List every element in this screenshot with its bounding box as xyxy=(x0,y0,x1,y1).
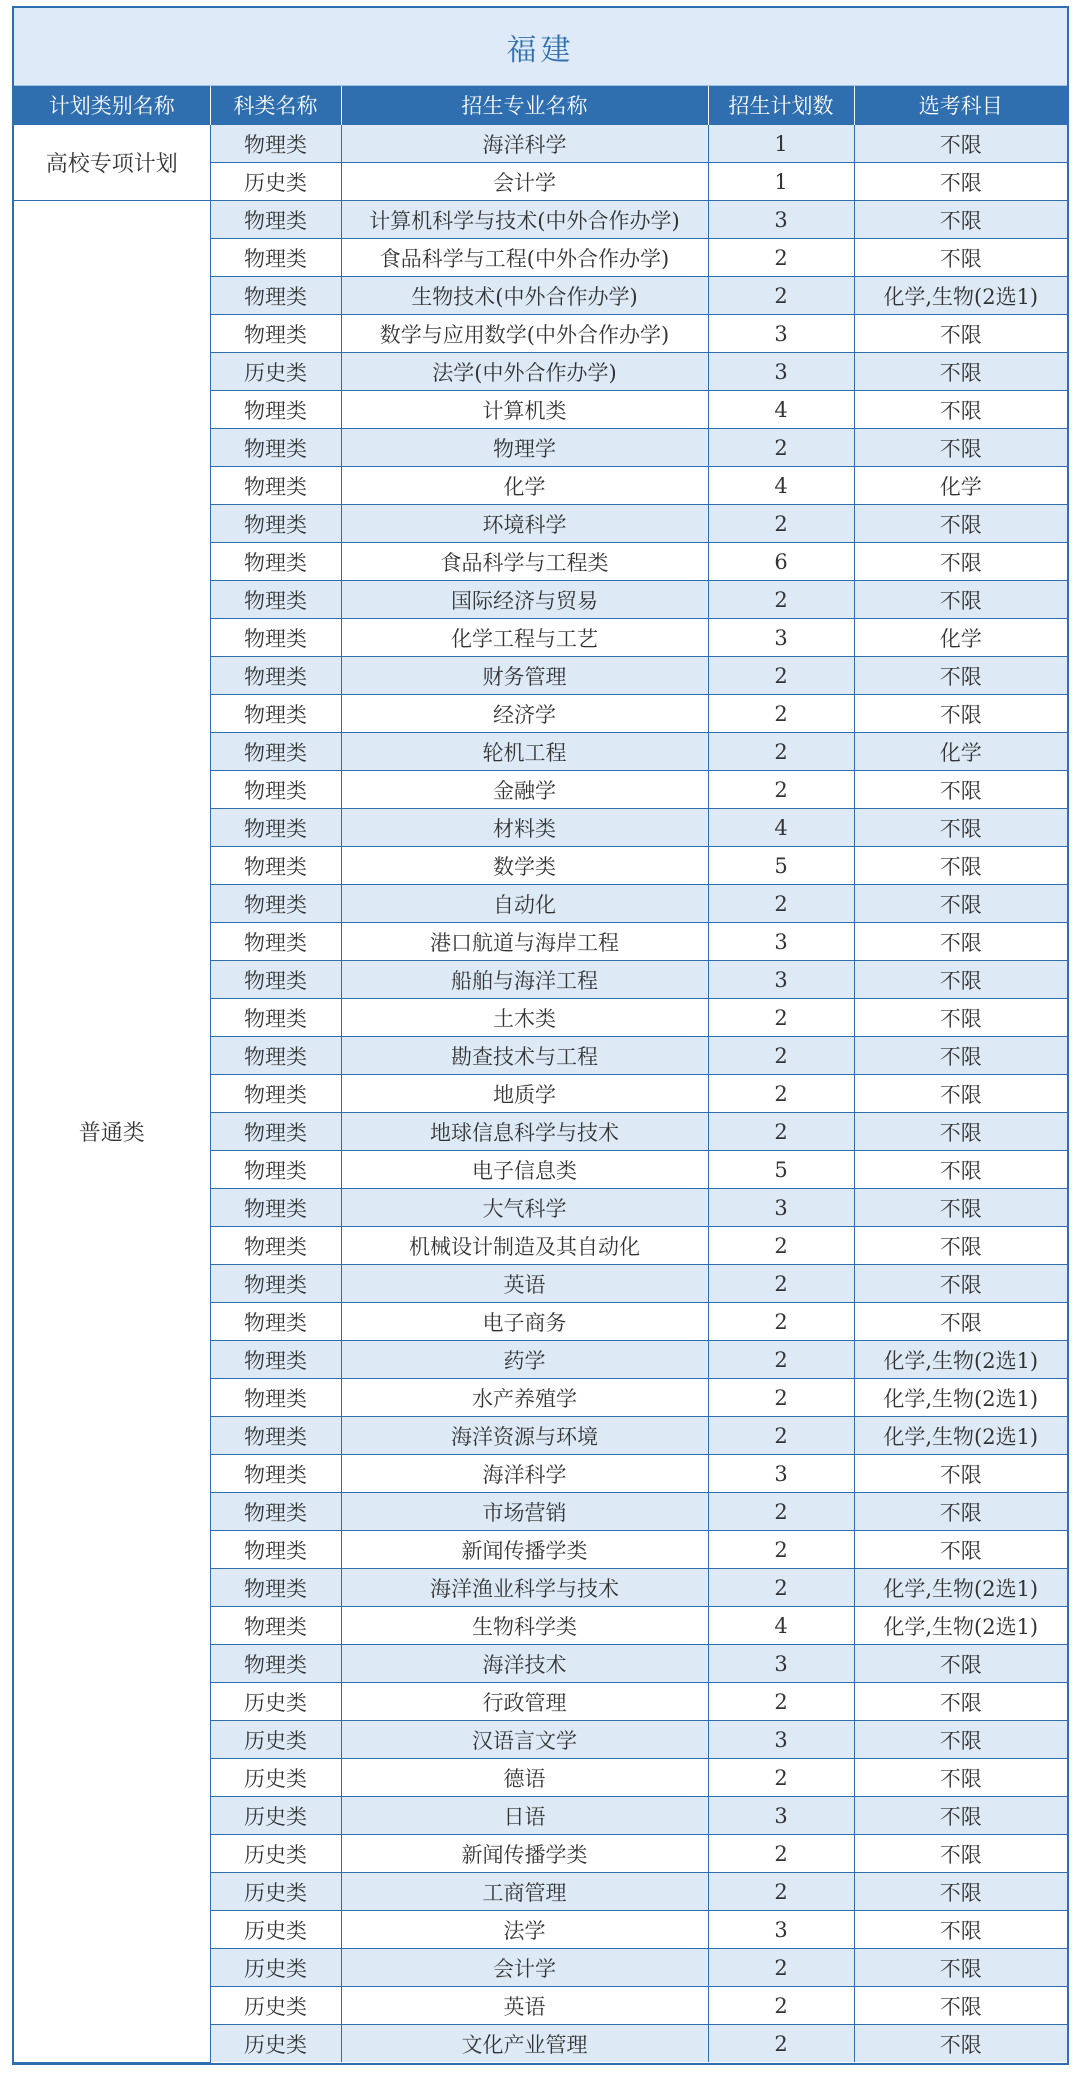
required-subjects-cell: 不限 xyxy=(854,1037,1067,1075)
major-name-cell: 轮机工程 xyxy=(341,733,708,771)
major-name-cell: 新闻传播学类 xyxy=(341,1835,708,1873)
table-title-bar xyxy=(14,8,1067,86)
subject-track-cell: 物理类 xyxy=(210,1455,341,1493)
required-subjects-cell: 不限 xyxy=(854,771,1067,809)
major-name-cell: 汉语言文学 xyxy=(341,1721,708,1759)
plan-count-cell: 2 xyxy=(708,1987,854,2025)
plan-count-cell: 6 xyxy=(708,543,854,581)
plan-count-cell: 2 xyxy=(708,1113,854,1151)
plan-count-cell: 2 xyxy=(708,277,854,315)
plan-count-cell: 3 xyxy=(708,1721,854,1759)
header-plan-category: 计划类别名称 xyxy=(14,86,210,125)
major-name-cell: 地质学 xyxy=(341,1075,708,1113)
plan-count-cell: 3 xyxy=(708,353,854,391)
subject-track-cell: 物理类 xyxy=(210,885,341,923)
major-name-cell: 勘查技术与工程 xyxy=(341,1037,708,1075)
major-name-cell: 国际经济与贸易 xyxy=(341,581,708,619)
plan-count-cell: 2 xyxy=(708,695,854,733)
subject-track-cell: 物理类 xyxy=(210,239,341,277)
subject-track-cell: 物理类 xyxy=(210,1113,341,1151)
plan-count-cell: 2 xyxy=(708,2025,854,2063)
required-subjects-cell: 不限 xyxy=(854,1987,1067,2025)
plan-count-cell: 2 xyxy=(708,1265,854,1303)
subject-track-cell: 历史类 xyxy=(210,1873,341,1911)
required-subjects-cell: 不限 xyxy=(854,1911,1067,1949)
subject-track-cell: 物理类 xyxy=(210,1037,341,1075)
required-subjects-cell: 化学,生物(2选1) xyxy=(854,277,1067,315)
subject-track-cell: 物理类 xyxy=(210,1151,341,1189)
admission-plan-table xyxy=(14,86,1067,2063)
subject-track-cell: 物理类 xyxy=(210,1075,341,1113)
plan-count-cell: 2 xyxy=(708,581,854,619)
required-subjects-cell: 不限 xyxy=(854,201,1067,239)
subject-track-cell: 物理类 xyxy=(210,581,341,619)
table-header-row xyxy=(14,86,1067,125)
major-name-cell: 市场营销 xyxy=(341,1493,708,1531)
subject-track-cell: 物理类 xyxy=(210,961,341,999)
subject-track-cell: 历史类 xyxy=(210,1759,341,1797)
major-name-cell: 机械设计制造及其自动化 xyxy=(341,1227,708,1265)
required-subjects-cell: 化学,生物(2选1) xyxy=(854,1417,1067,1455)
plan-count-cell: 2 xyxy=(708,999,854,1037)
plan-count-cell: 2 xyxy=(708,1341,854,1379)
subject-track-cell: 物理类 xyxy=(210,1189,341,1227)
subject-track-cell: 历史类 xyxy=(210,2025,341,2063)
plan-count-cell: 1 xyxy=(708,163,854,201)
subject-track-cell: 物理类 xyxy=(210,201,341,239)
required-subjects-cell: 不限 xyxy=(854,1759,1067,1797)
major-name-cell: 海洋科学 xyxy=(341,125,708,163)
plan-count-cell: 2 xyxy=(708,1683,854,1721)
plan-count-cell: 5 xyxy=(708,847,854,885)
required-subjects-cell: 不限 xyxy=(854,695,1067,733)
subject-track-cell: 物理类 xyxy=(210,543,341,581)
required-subjects-cell: 不限 xyxy=(854,1189,1067,1227)
subject-track-cell: 物理类 xyxy=(210,923,341,961)
major-name-cell: 自动化 xyxy=(341,885,708,923)
plan-count-cell: 2 xyxy=(708,1759,854,1797)
plan-count-cell: 3 xyxy=(708,923,854,961)
plan-count-cell: 2 xyxy=(708,505,854,543)
subject-track-cell: 物理类 xyxy=(210,467,341,505)
subject-track-cell: 物理类 xyxy=(210,1341,341,1379)
required-subjects-cell: 不限 xyxy=(854,1303,1067,1341)
major-name-cell: 海洋技术 xyxy=(341,1645,708,1683)
subject-track-cell: 物理类 xyxy=(210,1417,341,1455)
required-subjects-cell: 不限 xyxy=(854,885,1067,923)
required-subjects-cell: 不限 xyxy=(854,1227,1067,1265)
major-name-cell: 物理学 xyxy=(341,429,708,467)
major-name-cell: 经济学 xyxy=(341,695,708,733)
required-subjects-cell: 不限 xyxy=(854,1949,1067,1987)
major-name-cell: 德语 xyxy=(341,1759,708,1797)
major-name-cell: 日语 xyxy=(341,1797,708,1835)
admission-plan-table-card xyxy=(12,6,1069,2065)
required-subjects-cell: 不限 xyxy=(854,1683,1067,1721)
plan-count-cell: 3 xyxy=(708,619,854,657)
subject-track-cell: 物理类 xyxy=(210,125,341,163)
subject-track-cell: 物理类 xyxy=(210,809,341,847)
plan-category-cell: 普通类 xyxy=(14,201,210,2063)
subject-track-cell: 历史类 xyxy=(210,353,341,391)
plan-count-cell: 2 xyxy=(708,429,854,467)
plan-count-cell: 3 xyxy=(708,1911,854,1949)
header-required-subjects: 选考科目 xyxy=(854,86,1067,125)
table-row xyxy=(14,201,1067,239)
required-subjects-cell: 不限 xyxy=(854,1797,1067,1835)
subject-track-cell: 物理类 xyxy=(210,771,341,809)
major-name-cell: 土木类 xyxy=(341,999,708,1037)
required-subjects-cell: 不限 xyxy=(854,1455,1067,1493)
plan-count-cell: 2 xyxy=(708,885,854,923)
required-subjects-cell: 化学 xyxy=(854,733,1067,771)
major-name-cell: 法学 xyxy=(341,1911,708,1949)
subject-track-cell: 历史类 xyxy=(210,1683,341,1721)
plan-count-cell: 3 xyxy=(708,961,854,999)
major-name-cell: 药学 xyxy=(341,1341,708,1379)
major-name-cell: 生物科学类 xyxy=(341,1607,708,1645)
required-subjects-cell: 不限 xyxy=(854,923,1067,961)
major-name-cell: 环境科学 xyxy=(341,505,708,543)
major-name-cell: 海洋科学 xyxy=(341,1455,708,1493)
major-name-cell: 计算机科学与技术(中外合作办学) xyxy=(341,201,708,239)
major-name-cell: 船舶与海洋工程 xyxy=(341,961,708,999)
required-subjects-cell: 不限 xyxy=(854,1873,1067,1911)
plan-count-cell: 3 xyxy=(708,1797,854,1835)
major-name-cell: 法学(中外合作办学) xyxy=(341,353,708,391)
subject-track-cell: 历史类 xyxy=(210,1721,341,1759)
required-subjects-cell: 不限 xyxy=(854,581,1067,619)
major-name-cell: 金融学 xyxy=(341,771,708,809)
subject-track-cell: 物理类 xyxy=(210,277,341,315)
major-name-cell: 数学类 xyxy=(341,847,708,885)
subject-track-cell: 物理类 xyxy=(210,1607,341,1645)
subject-track-cell: 物理类 xyxy=(210,1645,341,1683)
subject-track-cell: 物理类 xyxy=(210,847,341,885)
plan-count-cell: 2 xyxy=(708,1227,854,1265)
required-subjects-cell: 化学 xyxy=(854,619,1067,657)
subject-track-cell: 物理类 xyxy=(210,695,341,733)
major-name-cell: 化学工程与工艺 xyxy=(341,619,708,657)
required-subjects-cell: 不限 xyxy=(854,809,1067,847)
subject-track-cell: 历史类 xyxy=(210,1911,341,1949)
major-name-cell: 会计学 xyxy=(341,1949,708,1987)
plan-count-cell: 2 xyxy=(708,1303,854,1341)
subject-track-cell: 物理类 xyxy=(210,999,341,1037)
major-name-cell: 大气科学 xyxy=(341,1189,708,1227)
required-subjects-cell: 不限 xyxy=(854,1075,1067,1113)
header-major-name: 招生专业名称 xyxy=(341,86,708,125)
major-name-cell: 新闻传播学类 xyxy=(341,1531,708,1569)
plan-count-cell: 2 xyxy=(708,1037,854,1075)
subject-track-cell: 历史类 xyxy=(210,1797,341,1835)
required-subjects-cell: 不限 xyxy=(854,1113,1067,1151)
subject-track-cell: 物理类 xyxy=(210,1303,341,1341)
major-name-cell: 会计学 xyxy=(341,163,708,201)
subject-track-cell: 物理类 xyxy=(210,1265,341,1303)
plan-count-cell: 2 xyxy=(708,239,854,277)
subject-track-cell: 物理类 xyxy=(210,1493,341,1531)
major-name-cell: 计算机类 xyxy=(341,391,708,429)
table-body xyxy=(14,125,1067,2063)
subject-track-cell: 物理类 xyxy=(210,429,341,467)
plan-count-cell: 2 xyxy=(708,1493,854,1531)
required-subjects-cell: 化学,生物(2选1) xyxy=(854,1569,1067,1607)
table-title: 福建 xyxy=(506,32,575,68)
subject-track-cell: 物理类 xyxy=(210,1379,341,1417)
plan-count-cell: 3 xyxy=(708,1645,854,1683)
required-subjects-cell: 化学,生物(2选1) xyxy=(854,1607,1067,1645)
major-name-cell: 英语 xyxy=(341,1987,708,2025)
subject-track-cell: 物理类 xyxy=(210,1531,341,1569)
required-subjects-cell: 不限 xyxy=(854,847,1067,885)
required-subjects-cell: 不限 xyxy=(854,1645,1067,1683)
major-name-cell: 文化产业管理 xyxy=(341,2025,708,2063)
plan-count-cell: 2 xyxy=(708,1531,854,1569)
plan-count-cell: 3 xyxy=(708,1455,854,1493)
required-subjects-cell: 不限 xyxy=(854,1151,1067,1189)
required-subjects-cell: 不限 xyxy=(854,391,1067,429)
required-subjects-cell: 不限 xyxy=(854,961,1067,999)
plan-count-cell: 2 xyxy=(708,1835,854,1873)
plan-count-cell: 5 xyxy=(708,1151,854,1189)
table-row xyxy=(14,125,1067,163)
plan-count-cell: 2 xyxy=(708,733,854,771)
plan-count-cell: 3 xyxy=(708,1189,854,1227)
required-subjects-cell: 不限 xyxy=(854,1721,1067,1759)
plan-count-cell: 4 xyxy=(708,391,854,429)
required-subjects-cell: 不限 xyxy=(854,315,1067,353)
major-name-cell: 食品科学与工程类 xyxy=(341,543,708,581)
required-subjects-cell: 不限 xyxy=(854,239,1067,277)
plan-count-cell: 2 xyxy=(708,1873,854,1911)
plan-count-cell: 4 xyxy=(708,1607,854,1645)
subject-track-cell: 物理类 xyxy=(210,1227,341,1265)
required-subjects-cell: 不限 xyxy=(854,353,1067,391)
plan-count-cell: 1 xyxy=(708,125,854,163)
plan-count-cell: 2 xyxy=(708,1949,854,1987)
plan-count-cell: 4 xyxy=(708,467,854,505)
required-subjects-cell: 不限 xyxy=(854,1531,1067,1569)
plan-count-cell: 4 xyxy=(708,809,854,847)
major-name-cell: 生物技术(中外合作办学) xyxy=(341,277,708,315)
required-subjects-cell: 不限 xyxy=(854,163,1067,201)
major-name-cell: 海洋渔业科学与技术 xyxy=(341,1569,708,1607)
required-subjects-cell: 不限 xyxy=(854,125,1067,163)
subject-track-cell: 物理类 xyxy=(210,733,341,771)
plan-count-cell: 2 xyxy=(708,1569,854,1607)
major-name-cell: 电子信息类 xyxy=(341,1151,708,1189)
required-subjects-cell: 不限 xyxy=(854,2025,1067,2063)
plan-count-cell: 2 xyxy=(708,1379,854,1417)
plan-count-cell: 2 xyxy=(708,771,854,809)
major-name-cell: 数学与应用数学(中外合作办学) xyxy=(341,315,708,353)
subject-track-cell: 历史类 xyxy=(210,1987,341,2025)
required-subjects-cell: 化学,生物(2选1) xyxy=(854,1341,1067,1379)
subject-track-cell: 物理类 xyxy=(210,1569,341,1607)
major-name-cell: 港口航道与海岸工程 xyxy=(341,923,708,961)
required-subjects-cell: 不限 xyxy=(854,429,1067,467)
major-name-cell: 工商管理 xyxy=(341,1873,708,1911)
plan-count-cell: 2 xyxy=(708,1075,854,1113)
major-name-cell: 食品科学与工程(中外合作办学) xyxy=(341,239,708,277)
major-name-cell: 行政管理 xyxy=(341,1683,708,1721)
major-name-cell: 英语 xyxy=(341,1265,708,1303)
major-name-cell: 水产养殖学 xyxy=(341,1379,708,1417)
required-subjects-cell: 化学 xyxy=(854,467,1067,505)
header-subject-track: 科类名称 xyxy=(210,86,341,125)
major-name-cell: 电子商务 xyxy=(341,1303,708,1341)
required-subjects-cell: 不限 xyxy=(854,1835,1067,1873)
subject-track-cell: 历史类 xyxy=(210,163,341,201)
plan-category-cell: 高校专项计划 xyxy=(14,125,210,201)
major-name-cell: 材料类 xyxy=(341,809,708,847)
subject-track-cell: 物理类 xyxy=(210,391,341,429)
major-name-cell: 财务管理 xyxy=(341,657,708,695)
plan-count-cell: 2 xyxy=(708,657,854,695)
subject-track-cell: 物理类 xyxy=(210,505,341,543)
header-plan-count: 招生计划数 xyxy=(708,86,854,125)
required-subjects-cell: 不限 xyxy=(854,543,1067,581)
required-subjects-cell: 不限 xyxy=(854,657,1067,695)
subject-track-cell: 物理类 xyxy=(210,619,341,657)
required-subjects-cell: 不限 xyxy=(854,505,1067,543)
required-subjects-cell: 不限 xyxy=(854,1265,1067,1303)
subject-track-cell: 历史类 xyxy=(210,1949,341,1987)
major-name-cell: 海洋资源与环境 xyxy=(341,1417,708,1455)
plan-count-cell: 3 xyxy=(708,201,854,239)
required-subjects-cell: 化学,生物(2选1) xyxy=(854,1379,1067,1417)
required-subjects-cell: 不限 xyxy=(854,1493,1067,1531)
plan-count-cell: 3 xyxy=(708,315,854,353)
major-name-cell: 地球信息科学与技术 xyxy=(341,1113,708,1151)
subject-track-cell: 历史类 xyxy=(210,1835,341,1873)
major-name-cell: 化学 xyxy=(341,467,708,505)
required-subjects-cell: 不限 xyxy=(854,999,1067,1037)
subject-track-cell: 物理类 xyxy=(210,315,341,353)
subject-track-cell: 物理类 xyxy=(210,657,341,695)
plan-count-cell: 2 xyxy=(708,1417,854,1455)
